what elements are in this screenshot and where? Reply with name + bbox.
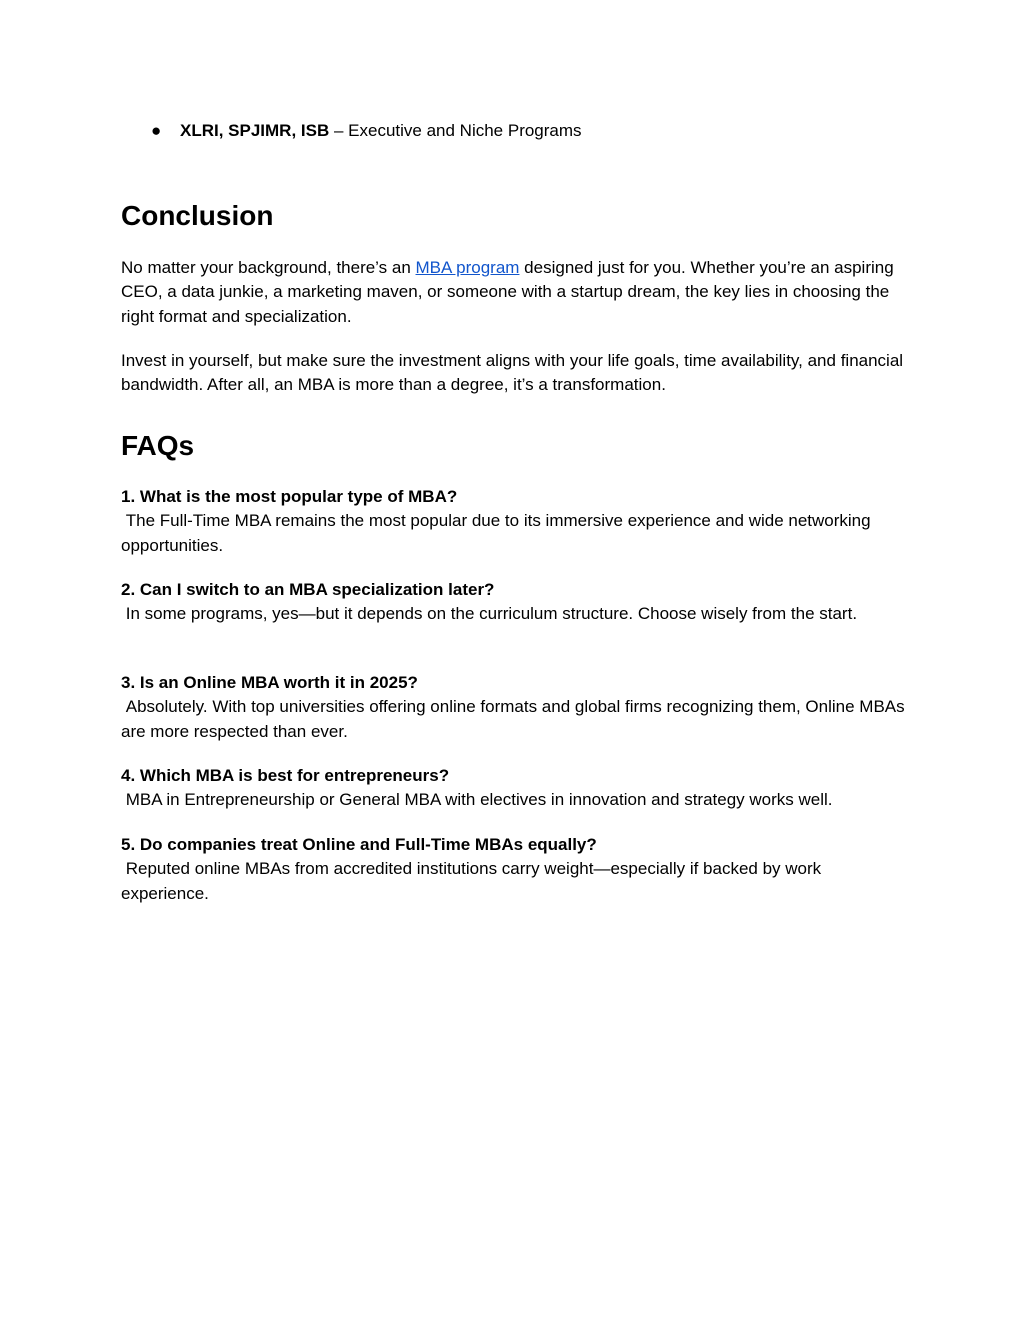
faq-answer-block xyxy=(121,695,911,744)
faq-answer-block xyxy=(121,857,911,906)
bullet-text: – Executive and Niche Programs xyxy=(329,121,582,140)
mba-program-link[interactable]: MBA program xyxy=(415,258,520,277)
faq-item xyxy=(121,764,911,813)
faq-answer: MBA in Entrepreneurship or General MBA with electives in innovation and strategy works well. xyxy=(125,790,833,810)
faq-answer: Absolutely. With top universities offering online formats and global firms recognizing them, Online MBAs are more respected than ever. xyxy=(121,697,905,741)
faq-question: 5. Do companies treat Online and Full-Time MBAs equally? xyxy=(121,835,597,854)
conclusion-heading: Conclusion xyxy=(121,200,274,231)
paragraph-text: No matter your background, there’s an xyxy=(121,258,416,277)
faq-question: 1. What is the most popular type of MBA? xyxy=(121,487,458,506)
faq-question: 3. Is an Online MBA worth it in 2025? xyxy=(121,673,418,692)
bullet-bold-text: XLRI, SPJIMR, ISB xyxy=(180,121,330,140)
faq-question: 4. Which MBA is best for entrepreneurs? xyxy=(121,766,450,785)
faqs-heading: FAQs xyxy=(121,430,195,461)
faq-question: 2. Can I switch to an MBA specialization later? xyxy=(121,580,495,599)
faq-answer: The Full-Time MBA remains the most popular due to its immersive experience and wide networking opportunities. xyxy=(121,511,871,555)
bullet-list-item xyxy=(151,120,582,142)
faq-item xyxy=(121,578,911,627)
faq-answer-block xyxy=(121,509,911,558)
faq-answer-block xyxy=(121,788,911,812)
faq-answer-block xyxy=(121,602,911,626)
conclusion-paragraph-1 xyxy=(121,256,911,329)
faq-answer: In some programs, yes—but it depends on the curriculum structure. Choose wisely from the start. xyxy=(125,604,858,624)
faq-item xyxy=(121,671,911,744)
faq-item xyxy=(121,833,911,906)
faq-item xyxy=(121,485,911,558)
faq-answer: Reputed online MBAs from accredited institutions carry weight—especially if backed by work experience. xyxy=(121,859,822,903)
paragraph-text: designed just for you. Whether you’re an aspiring CEO, a data junkie, a marketing maven, or someone with a startup dream, the key lies in choosing the right format and specialization. xyxy=(121,258,894,326)
conclusion-paragraph-2: Invest in yourself, but make sure the investment aligns with your life goals, time availability, and financial bandwidth. After all, an MBA is more than a degree, it’s a transformation. xyxy=(121,351,904,395)
bullet-marker: ● xyxy=(151,121,162,140)
